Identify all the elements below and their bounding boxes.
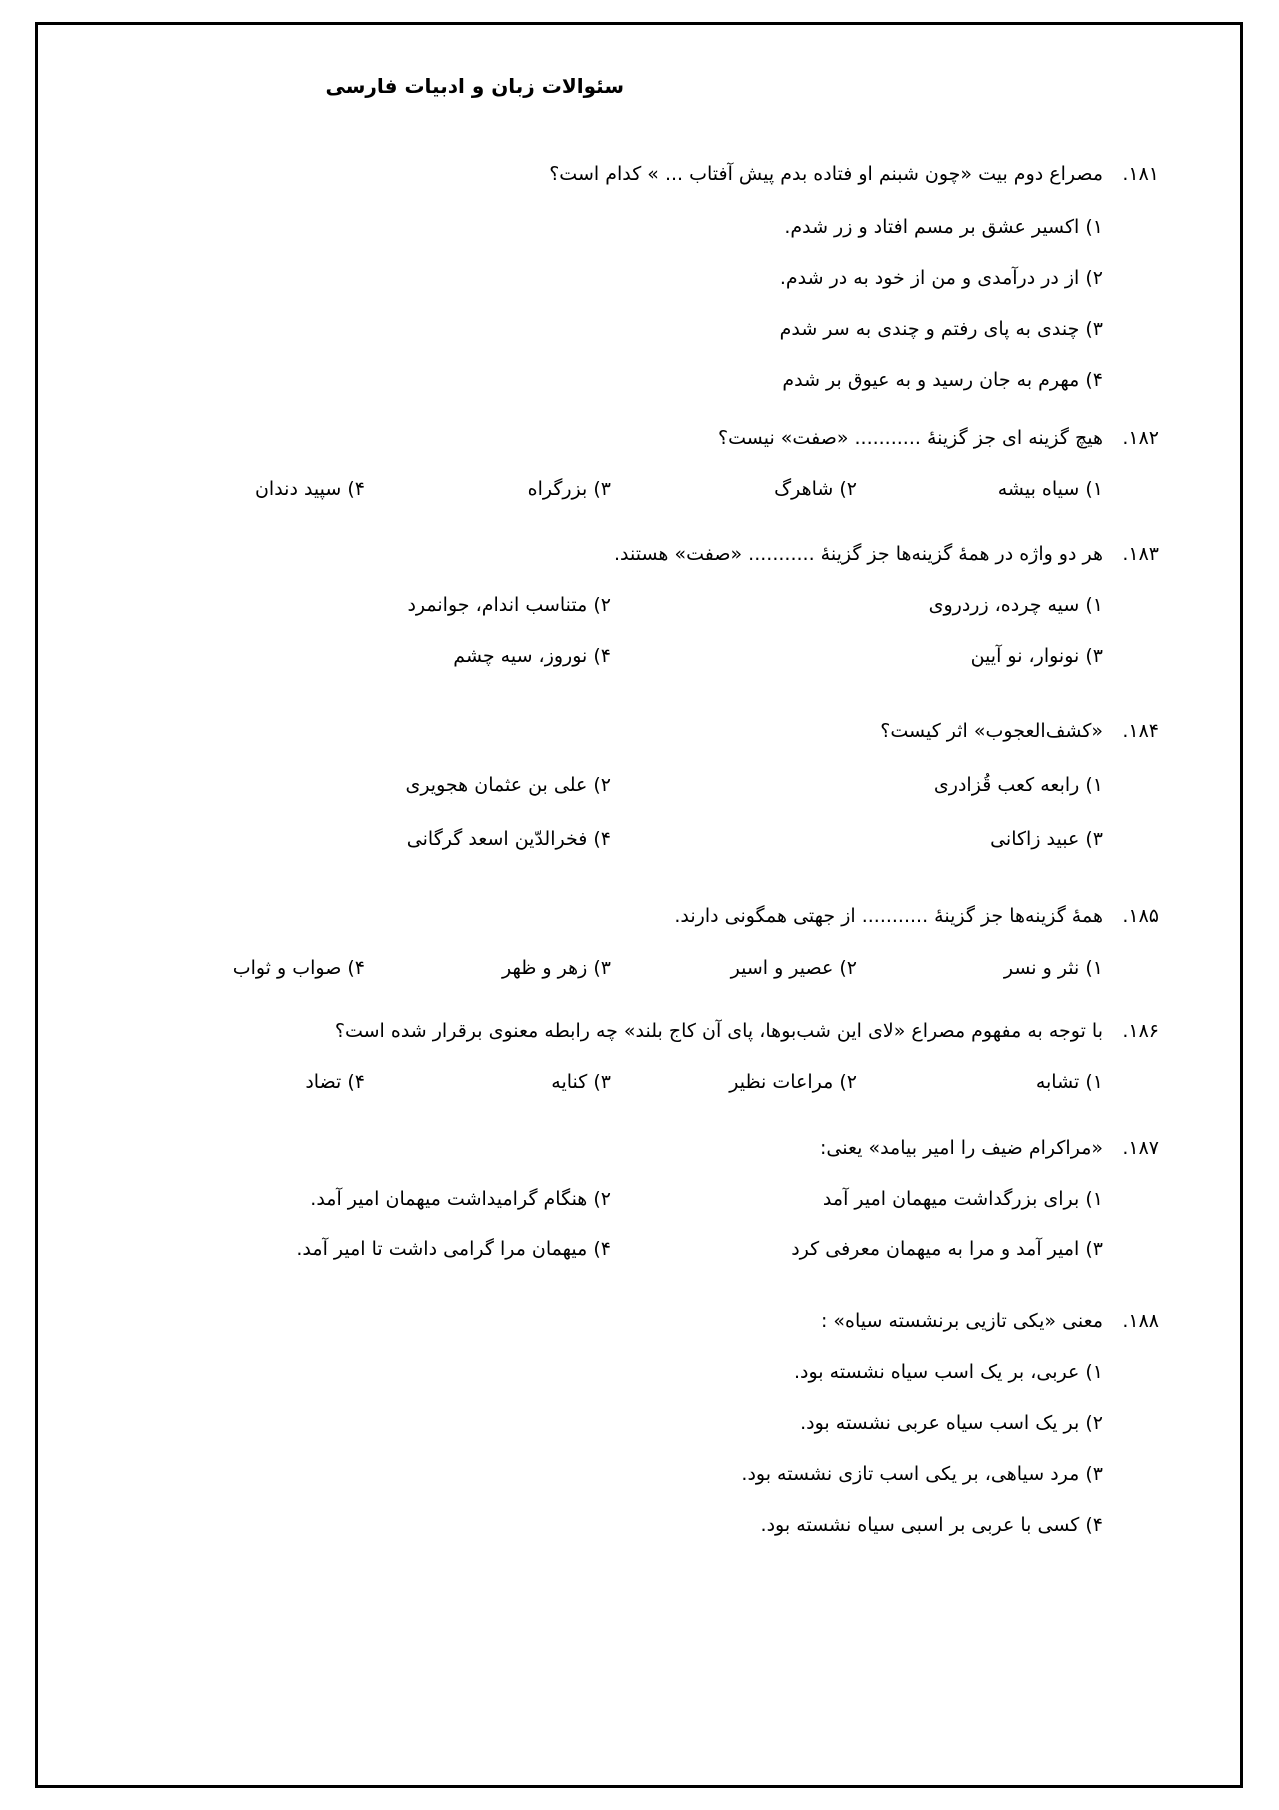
option-3: ۳) عبید زاکانی [990,828,1103,850]
question-text: با توجه به مفهوم مصراع «لای این شب‌بوها، پای آن کاج بلند» چه رابطه معنوی برقرار شده است؟ [334,1020,1103,1042]
option-4: ۴) صواب و ثواب [232,957,365,979]
question-text: هیچ گزینه ای جز گزینۀ ........... «صفت» نیست؟ [718,427,1103,449]
question-number: ۱۸۴. [1122,720,1159,742]
question-text: همۀ گزینه‌ها جز گزینۀ ........... از جهتی همگونی دارند. [674,905,1103,927]
option-4: ۴) فخرالدّین اسعد گرگانی [406,828,611,850]
option-2: ۲) مراعات نظیر [729,1071,857,1093]
option-3: ۳) کنایه [551,1071,611,1093]
question-number: ۱۸۸. [1122,1310,1159,1332]
option-3: ۳) چندی به پای رفتم و چندی به سر شدم [779,318,1103,340]
option-1: ۱) تشابه [1035,1071,1103,1093]
question-text: «مراکرام ضیف را امیر بیامد» یعنی: [819,1137,1103,1159]
option-2: ۲) هنگام گرامیداشت میهمان امیر آمد. [310,1188,611,1210]
question-number: ۱۸۳. [1122,543,1159,565]
option-3: ۳) بزرگراه [527,478,611,500]
question-number: ۱۸۷. [1122,1137,1159,1159]
question-text: هر دو واژه در همۀ گزینه‌ها جز گزینۀ ........... «صفت» هستند. [614,543,1103,565]
option-4: ۴) تضاد [305,1071,365,1093]
option-4: ۴) نوروز، سیه چشم [453,645,611,667]
option-1: ۱) رابعه کعب قُزادری [933,774,1103,796]
question-text: معنی «یکی تازیی برنشسته سیاه» : [820,1310,1103,1332]
question-text: مصراع دوم بیت «چون شبنم او فتاده بدم پیش آفتاب ... » کدام است؟ [549,163,1103,185]
option-2: ۲) علی بن عثمان هجویری [405,774,611,796]
option-1: ۱) سیه چرده، زردروی [928,594,1103,616]
question-text: «کشف‌العجوب» اثر کیست؟ [880,720,1103,742]
option-4: ۴) سپید دندان [254,478,365,500]
option-1: ۱) نثر و نسر [1003,957,1103,979]
option-3: ۳) زهر و ظهر [502,957,611,979]
option-1: ۱) اکسیر عشق بر مسم افتاد و زر شدم. [784,216,1103,238]
option-3: ۳) نونوار، نو آیین [970,645,1103,667]
option-4: ۴) مهرم به جان رسید و به عیوق بر شدم [782,369,1103,391]
option-3: ۳) امیر آمد و مرا به میهمان معرفی کرد [791,1238,1103,1260]
question-number: ۱۸۲. [1122,427,1159,449]
option-2: ۲) بر یک اسب سیاه عربی نشسته بود. [800,1412,1103,1434]
option-2: ۲) عصیر و اسیر [730,957,857,979]
question-number: ۱۸۵. [1122,905,1159,927]
option-4: ۴) کسی با عربی بر اسبی سیاه نشسته بود. [760,1514,1103,1536]
option-4: ۴) میهمان مرا گرامی داشت تا امیر آمد. [296,1238,611,1260]
option-2: ۲) از در درآمدی و من از خود به در شدم. [779,267,1103,289]
question-number: ۱۸۶. [1122,1020,1159,1042]
question-number: ۱۸۱. [1122,163,1159,185]
option-2: ۲) متناسب اندام، جوانمرد [407,594,611,616]
option-1: ۱) عربی، بر یک اسب سیاه نشسته بود. [793,1361,1103,1383]
page-title: سئوالات زبان و ادبیات فارسی [325,74,624,98]
option-1: ۱) برای بزرگداشت میهمان امیر آمد [822,1188,1103,1210]
option-2: ۲) شاهرگ [774,478,857,500]
option-3: ۳) مرد سیاهی، بر یکی اسب تازی نشسته بود. [741,1463,1103,1485]
option-1: ۱) سیاه بیشه [997,478,1103,500]
